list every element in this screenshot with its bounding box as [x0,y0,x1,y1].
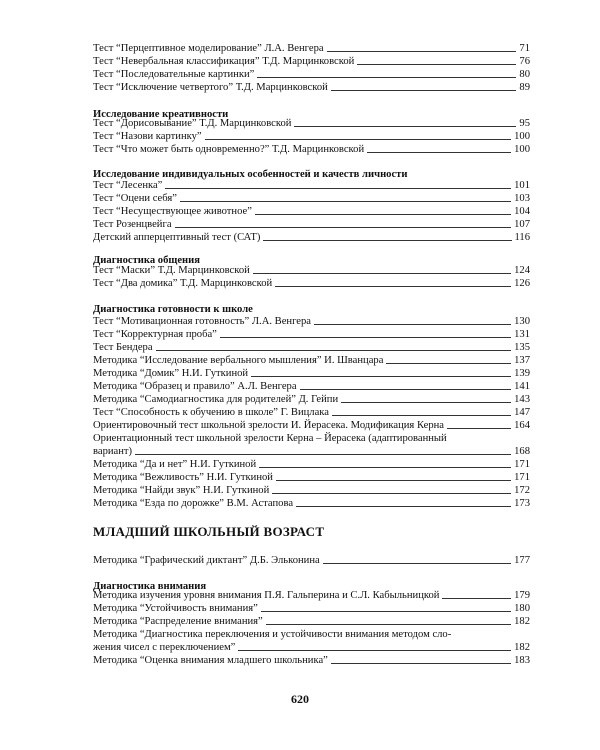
toc-entry-title: Методика “Устойчивость внимания” [93,603,258,614]
toc-page-number: 172 [514,485,530,496]
toc-entry-title: Тест “Способность к обучению в школе” Г. Вицлака [93,407,329,418]
toc-entry-title: Методика “Образец и правило” А.Л. Венгера [93,381,297,392]
toc-page-number: 71 [519,43,530,54]
toc-page-number: 103 [514,193,530,204]
toc-entry [93,341,530,354]
toc-entry [93,192,530,205]
toc-entry [93,654,530,667]
toc-entry-title: Методика изучения уровня внимания П.Я. Гальперина и С.Л. Кабыльницкой [93,590,440,601]
toc-page-number: 168 [514,446,530,457]
toc-entry [93,380,530,393]
toc-entry [93,264,530,277]
leader-line [275,286,511,287]
leader-line [253,273,511,274]
toc-entry [93,117,530,130]
page-number: 620 [291,692,309,706]
leader-line [386,363,511,364]
toc-page-number: 173 [514,498,530,509]
toc-entry-title: Тест “Невербальная классификация” Т.Д. Марцинковской [93,56,355,67]
toc-entry-title: Тест “Несуществующее животное” [93,206,252,217]
toc-entry [93,81,530,94]
leader-line [135,454,511,455]
leader-line [255,214,511,215]
toc-page-number: 139 [514,368,530,379]
toc-entry [93,231,530,244]
toc-entry [93,42,530,55]
leader-line [327,51,517,52]
toc-entry-title: Тест “Последовательные картинки” [93,69,255,80]
toc-page-number: 137 [514,355,530,366]
toc-entry-title: Тест Бендера [93,342,153,353]
toc-page-number: 100 [514,144,530,155]
toc-entry [93,406,530,419]
leader-line [357,64,516,65]
toc-page-number: 131 [514,329,530,340]
toc-entry [93,497,530,510]
toc-page-number: 124 [514,265,530,276]
leader-line [257,77,516,78]
toc-page-number: 180 [514,603,530,614]
toc-entry [93,471,530,484]
toc-page-number: 126 [514,278,530,289]
section-heading-creativity: Исследование креативности [93,109,229,120]
section-heading-primary-school: МЛАДШИЙ ШКОЛЬНЫЙ ВОЗРАСТ [93,524,325,539]
toc-entry-title: Тест “Исключение четвертого” Т.Д. Марцинковской [93,82,328,93]
toc-entry-title: Ориентационный тест школьной зрелости Керна – Йерасека (адаптированный [93,433,447,444]
toc-entry-title: Тест “Два домика” Т.Д. Марцинковской [93,278,273,289]
toc-entry-title: Методика “Самодиагностика для родителей” Д. Гейпи [93,394,339,405]
toc-page-number: 116 [514,232,530,243]
toc-entry-title: Методика “Да и нет” Н.И. Гуткиной [93,459,257,470]
toc-entry [93,68,530,81]
leader-line [367,152,511,153]
toc-entry [93,554,530,567]
toc-page-number: 89 [519,82,530,93]
toc-entry-title: Методика “Распределение внимания” [93,616,263,627]
leader-line [300,389,512,390]
leader-line [259,467,511,468]
toc-page-number: 141 [514,381,530,392]
toc-entry [93,393,530,406]
leader-line [156,350,512,351]
leader-line [266,624,511,625]
leader-line [341,402,511,403]
toc-page-number: 130 [514,316,530,327]
toc-page-number: 171 [514,459,530,470]
leader-line [447,428,511,429]
leader-line [220,337,511,338]
toc-entry [93,354,530,367]
toc-entry-title: Тест “Лесенка” [93,180,163,191]
leader-line [238,650,511,651]
toc-entry [93,432,530,458]
toc-page-number: 101 [514,180,530,191]
leader-line [276,480,511,481]
leader-line [205,139,511,140]
toc-entry-title: Тест “Оцени себя” [93,193,177,204]
toc-entry-title: Методика “Домик” Н.И. Гуткиной [93,368,249,379]
toc-page-number: 183 [514,655,530,666]
leader-line [323,563,511,564]
toc-entry-title: Детский апперцептивный тест (САТ) [93,232,261,243]
toc-entry [93,130,530,143]
toc-entry [93,484,530,497]
leader-line [294,126,516,127]
toc-entry-title-continuation: вариант) [93,446,133,457]
toc-page-number: 164 [514,420,530,431]
section-heading-personality: Исследование индивидуальных особенностей и качеств личности [93,169,408,180]
leader-line [442,598,511,599]
toc-entry [93,367,530,380]
toc-entry-title: Тест “Что может быть одновременно?” Т.Д. Марцинковской [93,144,365,155]
toc-page-number: 95 [519,118,530,129]
toc-entry [93,315,530,328]
toc-entry-title: Тест “Назови картинку” [93,131,202,142]
leader-line [180,201,511,202]
toc-entry-title: Методика “Исследование вербального мышления” И. Шванцара [93,355,384,366]
toc-entry-title: Тест “Перцептивное моделирование” Л.А. Венгера [93,43,324,54]
toc-entry [93,55,530,68]
toc-page-number: 182 [514,642,530,653]
leader-line [296,506,511,507]
toc-entry [93,419,530,432]
toc-entry [93,277,530,290]
leader-line [331,90,517,91]
toc-entry-title: Методика “Найди звук” Н.И. Гуткиной [93,485,270,496]
toc-entry-title: Тест “Корректурная проба” [93,329,217,340]
section-heading-readiness: Диагностика готовности к школе [93,304,253,315]
toc-entry-title: Тест “Маски” Т.Д. Марцинковской [93,265,250,276]
toc-page-number: 107 [514,219,530,230]
leader-line [175,227,512,228]
toc-entry [93,143,530,156]
leader-line [261,611,511,612]
toc-page-number: 182 [514,616,530,627]
toc-entry [93,602,530,615]
toc-page-number: 177 [514,555,530,566]
toc-entry [93,218,530,231]
toc-entry-title: Методика “Диагностика переключения и устойчивости внимания методом сло- [93,629,452,640]
toc-entry-title: Методика “Езда по дорожке” В.М. Астапова [93,498,294,509]
toc-entry-title: Методика “Вежливость” Н.И. Гуткиной [93,472,273,483]
toc-entry [93,589,530,602]
section-heading-communication: Диагностика общения [93,255,200,266]
leader-line [263,240,511,241]
leader-line [332,415,511,416]
toc-page-number: 143 [514,394,530,405]
toc-entry [93,205,530,218]
toc-page-number: 135 [514,342,530,353]
toc-page-number: 76 [519,56,530,67]
toc-entry-title: Ориентировочный тест школьной зрелости И. Йерасека. Модификация Керна [93,420,444,431]
leader-line [251,376,511,377]
toc-entry-title: Тест “Дорисовывание” Т.Д. Марцинковской [93,118,292,129]
leader-line [165,188,511,189]
toc-page-number: 147 [514,407,530,418]
toc-entry-title: Методика “Оценка внимания младшего школьника” [93,655,328,666]
section-heading-attention: Диагностика внимания [93,581,207,592]
toc-entry [93,615,530,628]
toc-page-number: 171 [514,472,530,483]
toc-entry [93,179,530,192]
toc-page-number: 100 [514,131,530,142]
toc-entry [93,328,530,341]
toc-page-number: 179 [514,590,530,601]
toc-entry-title: Методика “Графический диктант” Д.Б. Эльконина [93,555,320,566]
toc-page-number: 104 [514,206,530,217]
toc-entry [93,458,530,471]
leader-line [314,324,511,325]
toc-page-number: 80 [519,69,530,80]
toc-entry-title: Тест “Мотивационная готовность” Л.А. Венгера [93,316,311,327]
toc-entry-title-continuation: жения чисел с переключением” [93,642,236,653]
leader-line [272,493,511,494]
toc-entry [93,628,530,654]
leader-line [331,663,511,664]
toc-entry-title: Тест Розенцвейга [93,219,172,230]
